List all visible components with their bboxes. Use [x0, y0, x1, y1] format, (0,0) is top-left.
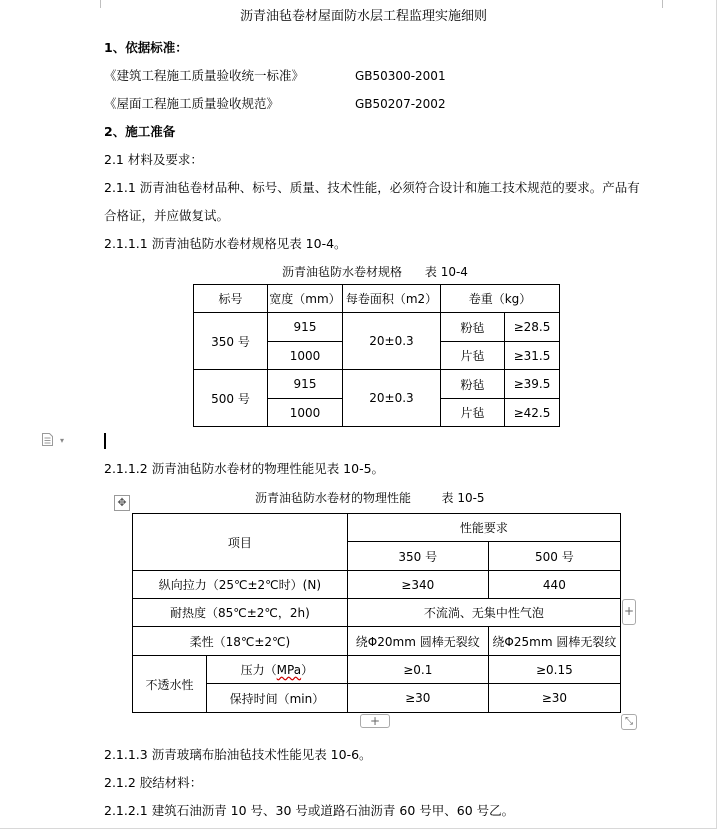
table-cell: 片毡	[441, 342, 505, 370]
table-cell: 1000	[268, 342, 343, 370]
table-header: 每卷面积（m2）	[343, 285, 441, 313]
table-cell: 粉毡	[441, 370, 505, 399]
paragraph: 2.1.1.2 沥青油毡防水卷材的物理性能见表 10-5。	[104, 461, 385, 476]
add-column-button[interactable]: +	[622, 599, 636, 625]
table-cell: ≥31.5	[505, 342, 560, 370]
text-cursor	[104, 433, 106, 449]
spec-table	[193, 284, 560, 427]
pressure-label-end: ）	[301, 663, 314, 677]
document-icon[interactable]	[42, 433, 53, 446]
table-cell: ≥30	[347, 684, 488, 713]
standard-name: 《屋面工程施工质量验收规范》	[104, 96, 280, 111]
table-cell: 绕Φ25mm 圆棒无裂纹	[488, 627, 620, 656]
table-cell: ≥42.5	[505, 399, 560, 427]
table-cell: 粉毡	[441, 313, 505, 342]
table-cell: 绕Φ20mm 圆棒无裂纹	[347, 627, 488, 656]
table-cell: 不透水性	[133, 656, 207, 713]
paragraph: 2.1.1.3 沥青玻璃布胎油毡技术性能见表 10-6。	[104, 747, 372, 762]
paragraph: 合格证，并应做复试。	[104, 208, 230, 223]
standard-code: GB50207-2002	[355, 97, 446, 111]
table-cell: 柔性（18℃±2℃)	[133, 627, 348, 656]
paragraph: 2.1.1.1 沥青油毡防水卷材规格见表 10-4。	[104, 236, 347, 251]
property-table	[132, 513, 621, 713]
table-cell: 500 号	[194, 370, 268, 427]
section-heading: 1、依据标准：	[104, 40, 188, 55]
table-cell: ≥39.5	[505, 370, 560, 399]
standard-name: 《建筑工程施工质量验收统一标准》	[104, 68, 305, 83]
table-cell: ≥28.5	[505, 313, 560, 342]
paragraph: 2.1.1 沥青油毡卷材品种、标号、质量、技术性能，必须符合设计和施工技术规范的要求。产品有	[104, 180, 640, 195]
table-cell: 纵向拉力（25℃±2℃时）(N)	[133, 571, 348, 599]
table-resize-handle-icon[interactable]: ⤡	[621, 714, 637, 730]
table-header: 标号	[194, 285, 268, 313]
table-caption: 沥青油毡防水卷材规格 表 10-4	[282, 265, 468, 279]
table-caption: 沥青油毡防水卷材的物理性能 表 10-5	[255, 491, 485, 505]
table-cell: ≥340	[347, 571, 488, 599]
table-header: 项目	[133, 514, 348, 571]
table-header: 500 号	[488, 542, 620, 571]
table-header: 宽度（mm）	[268, 285, 343, 313]
add-row-button[interactable]: +	[360, 714, 390, 728]
table-move-handle-icon[interactable]: ✥	[114, 495, 130, 511]
table-cell: ≥0.15	[488, 656, 620, 684]
table-cell: ≥0.1	[347, 656, 488, 684]
table-cell: 片毡	[441, 399, 505, 427]
pressure-label: 压力（	[240, 663, 277, 677]
table-cell: 不流淌、无集中性气泡	[347, 599, 620, 627]
paragraph: 2.1.2.1 建筑石油沥青 10 号、30 号或道路石油沥青 60 号甲、60 号乙。	[104, 803, 515, 818]
table-cell: ≥30	[488, 684, 620, 713]
table-header: 350 号	[347, 542, 488, 571]
table-cell: 1000	[268, 399, 343, 427]
dropdown-caret-icon[interactable]: ▾	[60, 436, 65, 445]
pressure-unit: MPa	[276, 663, 302, 677]
table-cell: 20±0.3	[343, 313, 441, 370]
crop-mark	[662, 0, 671, 8]
table-header: 卷重（kg）	[441, 285, 560, 313]
table-cell: 耐热度（85℃±2℃，2h)	[133, 599, 348, 627]
table-cell: 保持时间（min）	[207, 684, 348, 713]
table-cell: 440	[488, 571, 620, 599]
table-cell	[207, 656, 348, 684]
paragraph: 2.1.2 胶结材料：	[104, 775, 203, 790]
paragraph: 2.1 材料及要求：	[104, 152, 203, 167]
standard-code: GB50300-2001	[355, 69, 446, 83]
crop-mark	[92, 0, 101, 8]
table-cell: 915	[268, 370, 343, 399]
table-header: 性能要求	[347, 514, 620, 542]
document-title: 沥青油毡卷材屋面防水层工程监理实施细则	[240, 9, 488, 24]
table-cell: 915	[268, 313, 343, 342]
section-heading: 2、施工准备	[104, 124, 176, 139]
table-cell: 20±0.3	[343, 370, 441, 427]
table-cell: 350 号	[194, 313, 268, 370]
